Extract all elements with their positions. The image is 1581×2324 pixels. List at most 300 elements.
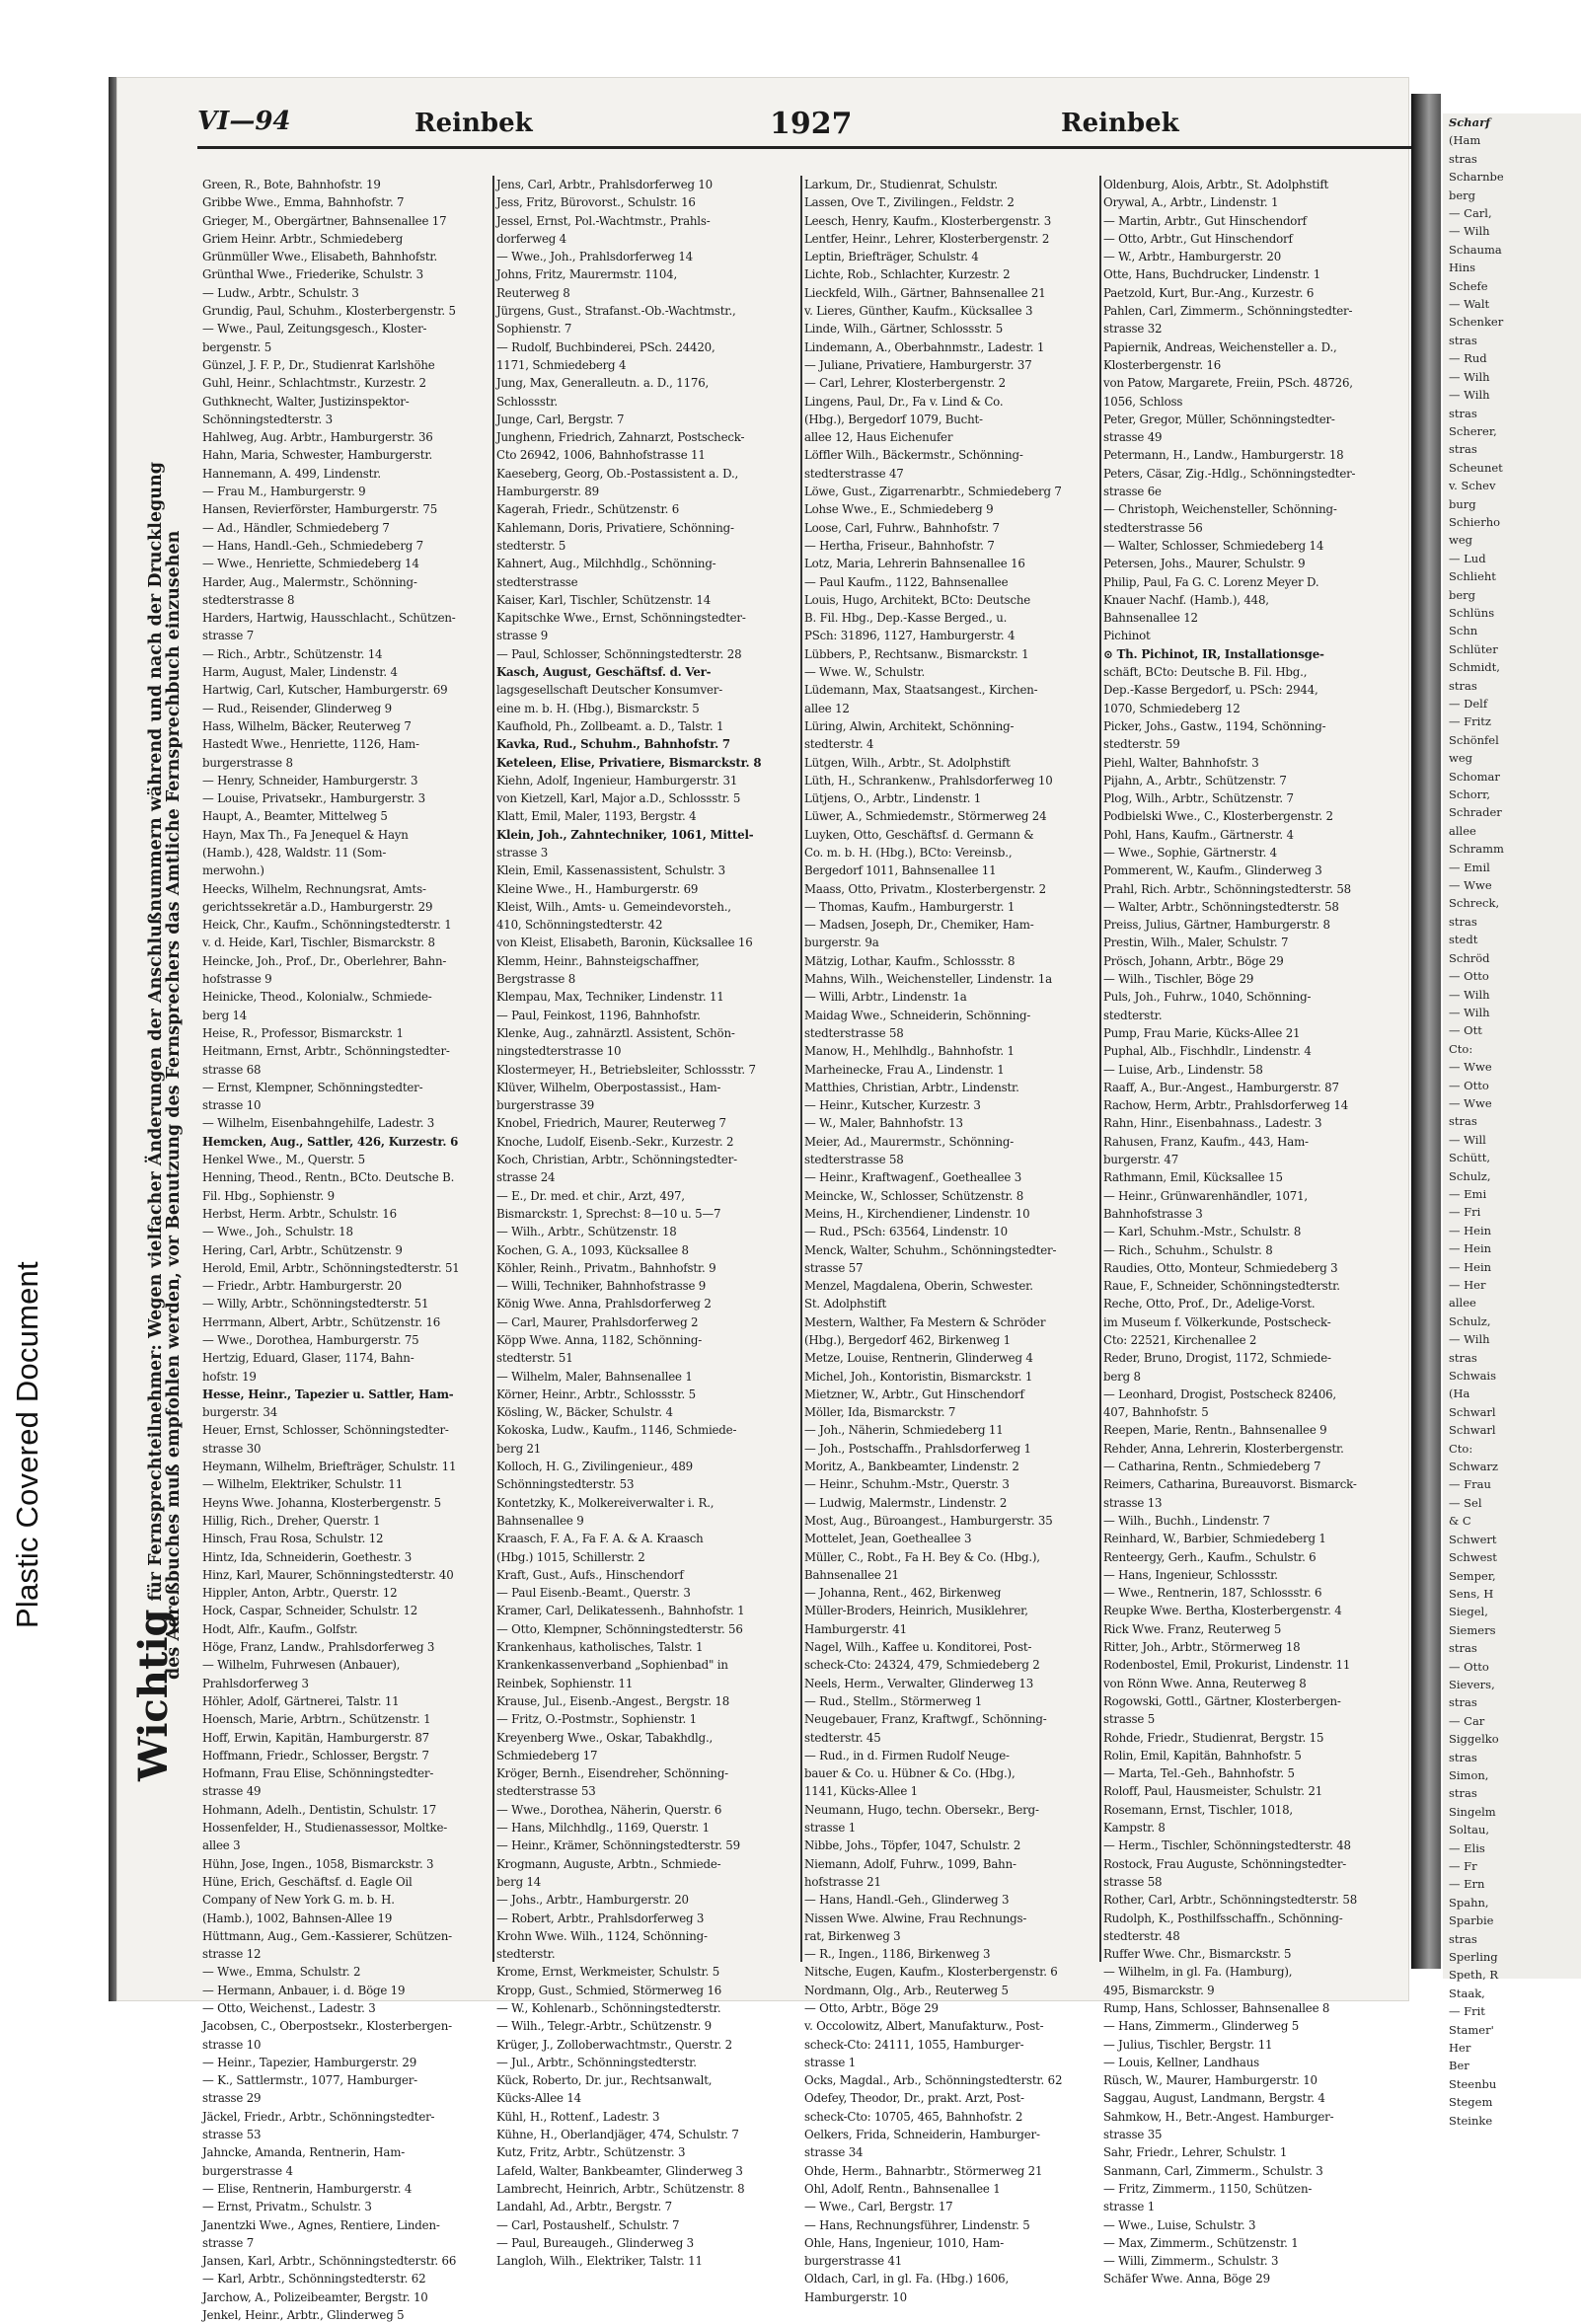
directory-entry: scheck-Cto: 24324, 479, Schmiedeberg 2 bbox=[804, 1658, 1040, 1673]
directory-entry: von Kleist, Elisabeth, Baronin, Kücksallee 16 bbox=[496, 936, 753, 950]
directory-entry: strasse 24 bbox=[496, 1170, 556, 1185]
directory-entry: Moritz, A., Bankbeamter, Lindenstr. 2 bbox=[804, 1460, 1019, 1474]
next-page-line: — Otto bbox=[1449, 1659, 1489, 1674]
directory-entry: Kreyenberg Wwe., Oskar, Tabakhdlg., bbox=[496, 1730, 714, 1745]
directory-entry: Rosemann, Ernst, Tischler, 1018, bbox=[1103, 1802, 1293, 1817]
directory-entry: burgerstrasse 4 bbox=[202, 2163, 293, 2178]
directory-entry: Nitsche, Eugen, Kaufm., Klosterbergenstr. 6 bbox=[804, 1965, 1058, 1980]
directory-entry: — Jul., Arbtr., Schönningstedterstr. bbox=[496, 2055, 697, 2069]
directory-entry: Rother, Carl, Arbtr., Schönningstedterstr. 58 bbox=[1103, 1893, 1358, 1908]
next-page-line: Staak, bbox=[1449, 1986, 1485, 2000]
directory-entry: Schäfer Wwe. Anna, Böge 29 bbox=[1103, 2272, 1270, 2287]
directory-entry: Menzel, Magdalena, Oberin, Schwester. bbox=[804, 1279, 1033, 1294]
directory-entry: v. Occolowitz, Albert, Manufakturw., Post- bbox=[804, 2019, 1044, 2034]
directory-entry: — Paul, Bureaugeh., Glinderweg 3 bbox=[496, 2235, 694, 2250]
directory-entry: Lambrecht, Heinrich, Arbtr., Schützenstr. 8 bbox=[496, 2181, 745, 2196]
directory-entry: Kück, Roberto, Dr. jur., Rechtsanwalt, bbox=[496, 2073, 713, 2088]
directory-entry: Kochen, G. A., 1093, Kücksallee 8 bbox=[496, 1242, 689, 1257]
directory-entry: Paetzold, Kurt, Bur.-Ang., Kurzestr. 6 bbox=[1103, 285, 1315, 300]
directory-entry: Renteergy, Gerh., Kaufm., Schulstr. 6 bbox=[1103, 1549, 1317, 1564]
directory-entry: hofstr. 19 bbox=[202, 1369, 257, 1384]
next-page-line: stras bbox=[1449, 442, 1477, 457]
directory-entry: Mätzig, Lothar, Kaufm., Schlossstr. 8 bbox=[804, 953, 1016, 968]
next-page-line: Schwarl bbox=[1449, 1404, 1496, 1419]
directory-entry: strasse 68 bbox=[202, 1062, 262, 1077]
next-page-line: — Lud bbox=[1449, 551, 1486, 565]
next-page-line: Singelm bbox=[1449, 1804, 1496, 1819]
directory-entry: — Ernst, Klempner, Schönningstedter- bbox=[202, 1080, 423, 1094]
next-page-line: — Wilh bbox=[1449, 1005, 1490, 1019]
directory-entry: — Hans, Handl.-Geh., Schmiedeberg 7 bbox=[202, 538, 423, 553]
directory-entry: Lassen, Ove T., Zivilingen., Feldstr. 2 bbox=[804, 195, 1015, 210]
directory-entry: Puphal, Alb., Fischhdlr., Lindenstr. 4 bbox=[1103, 1044, 1312, 1059]
directory-entry: Junghenn, Friedrich, Zahnarzt, Postscheck- bbox=[496, 430, 745, 445]
directory-entry: Hemcken, Aug., Sattler, 426, Kurzestr. 6 bbox=[202, 1134, 459, 1149]
directory-entry: strasse 30 bbox=[202, 1441, 262, 1456]
directory-entry: — W., Arbtr., Hamburgerstr. 20 bbox=[1103, 250, 1282, 264]
directory-entry: Krüger, J., Zolloberwachtmstr., Querstr. 2 bbox=[496, 2037, 732, 2052]
directory-entry: Löwe, Gust., Zigarrenarbtr., Schmiedeberg 7 bbox=[804, 485, 1062, 499]
directory-entry: Hesse, Heinr., Tapezier u. Sattler, Ham- bbox=[202, 1387, 454, 1401]
directory-entry: stedterstrasse bbox=[496, 574, 578, 589]
directory-entry: strasse 7 bbox=[202, 629, 255, 643]
directory-entry: Nordmann, Olg., Arb., Reuterweg 5 bbox=[804, 1983, 1009, 1997]
directory-entry: Langloh, Wilh., Elektriker, Talstr. 11 bbox=[496, 2254, 703, 2269]
directory-entry: strasse 58 bbox=[1103, 1874, 1163, 1889]
directory-entry: 407, Bahnhofstr. 5 bbox=[1103, 1405, 1209, 1420]
directory-entry: Nagel, Wilh., Kaffee u. Konditorei, Post- bbox=[804, 1640, 1032, 1655]
directory-entry: ⊙ Th. Pichinot, IR, Installationsge- bbox=[1103, 646, 1324, 661]
directory-entry: Hinz, Karl, Maurer, Schönningstedterstr. 40 bbox=[202, 1567, 454, 1582]
directory-entry: — Rich., Arbtr., Schützenstr. 14 bbox=[202, 646, 383, 661]
directory-entry: — Heinr., Tapezier, Hamburgerstr. 29 bbox=[202, 2055, 417, 2069]
directory-entry: Ohde, Herm., Bahnarbtr., Störmerweg 21 bbox=[804, 2163, 1043, 2178]
next-page-line: Cto: bbox=[1449, 1041, 1473, 1056]
directory-entry: Jansen, Karl, Arbtr., Schönningstedterstr. 66 bbox=[202, 2254, 457, 2269]
directory-entry: Raaff, A., Bur.-Angest., Hamburgerstr. 87 bbox=[1103, 1080, 1339, 1094]
next-page-line: burg bbox=[1449, 496, 1476, 511]
next-page-line: — Wilh bbox=[1449, 369, 1490, 384]
next-page-line: Speth, R bbox=[1449, 1968, 1499, 1983]
next-page-line: Schrader bbox=[1449, 805, 1502, 820]
directory-entry: — Herm., Tischler, Schönningstedterstr. 48 bbox=[1103, 1838, 1351, 1853]
next-page-line: Schwais bbox=[1449, 1369, 1497, 1384]
directory-entry: Krankenhaus, katholisches, Talstr. 1 bbox=[496, 1640, 704, 1655]
directory-entry: Reinbek, Sophienstr. 11 bbox=[496, 1676, 634, 1690]
directory-entry: Kropp, Gust., Schmied, Störmerweg 16 bbox=[496, 1983, 722, 1997]
directory-entry: Bahnsenallee 21 bbox=[804, 1567, 899, 1582]
directory-entry: — Friedr., Arbtr. Hamburgerstr. 20 bbox=[202, 1279, 402, 1294]
directory-entry: stedterstr. 51 bbox=[496, 1351, 573, 1366]
directory-entry: Meier, Ad., Maurermstr., Schönning- bbox=[804, 1134, 1015, 1149]
directory-entry: — Wwe., Rentnerin, 187, Schlossstr. 6 bbox=[1103, 1586, 1322, 1601]
next-page-line: Schlüns bbox=[1449, 605, 1495, 620]
next-page-line: — Wwe bbox=[1449, 1060, 1492, 1075]
next-page-fragment bbox=[1443, 113, 1581, 2128]
directory-entry: — Wwe., Sophie, Gärtnerstr. 4 bbox=[1103, 845, 1277, 860]
directory-entry: im Museum f. Völkerkunde, Postscheck- bbox=[1103, 1314, 1331, 1329]
next-page-line: Her bbox=[1449, 2041, 1471, 2056]
column-rule bbox=[492, 176, 494, 1962]
directory-entry: Klosterbergenstr. 16 bbox=[1103, 357, 1222, 372]
next-page-line: Cto: bbox=[1449, 1441, 1473, 1456]
notice-line-2: des Adreßbuches muß empfohlen werden, vor Benutzung des Fernsprechers das Amtliche Fernsprechbuch einzusehen bbox=[164, 530, 184, 1680]
directory-entry: Kutz, Fritz, Arbtr., Schützenstr. 3 bbox=[496, 2145, 686, 2160]
directory-entry: eine m. b. H. (Hbg.), Bismarckstr. 5 bbox=[496, 701, 700, 715]
directory-entry: — Joh., Postschaffn., Prahlsdorferweg 1 bbox=[804, 1441, 1031, 1456]
next-page-line: — Emil bbox=[1449, 860, 1490, 874]
directory-entry: — Wilh., Telegr.-Arbtr., Schützenstr. 9 bbox=[496, 2019, 712, 2034]
directory-entry: Lichte, Rob., Schlachter, Kurzestr. 2 bbox=[804, 267, 1011, 282]
directory-entry: Krome, Ernst, Werkmeister, Schulstr. 5 bbox=[496, 1965, 720, 1980]
directory-entry: Rogowski, Gottl., Gärtner, Klosterbergen- bbox=[1103, 1693, 1341, 1708]
directory-entry: stedterstr. 45 bbox=[804, 1730, 881, 1745]
directory-entry: Lieckfeld, Wilh., Gärtner, Bahnsenallee 21 bbox=[804, 285, 1046, 300]
directory-entry: — Wwe., Paul, Zeitungsgesch., Kloster- bbox=[202, 322, 427, 337]
directory-entry: Kramer, Carl, Delikatessenh., Bahnhofstr. 1 bbox=[496, 1604, 745, 1618]
directory-entry: — Willi, Arbtr., Lindenstr. 1a bbox=[804, 990, 967, 1005]
next-page-line: Semper, bbox=[1449, 1568, 1496, 1583]
directory-entry: Reinhard, W., Barbier, Schmiedeberg 1 bbox=[1103, 1532, 1326, 1546]
directory-entry: — Hermann, Anbauer, i. d. Böge 19 bbox=[202, 1983, 406, 1997]
directory-entry: Bergstrasse 8 bbox=[496, 972, 576, 987]
next-page-line: & C bbox=[1449, 1514, 1471, 1529]
directory-entry: — Rud., in d. Firmen Rudolf Neuge- bbox=[804, 1748, 1010, 1762]
directory-entry: Lütgen, Wilh., Arbtr., St. Adolphstift bbox=[804, 755, 1011, 770]
directory-entry: Menck, Walter, Schuhm., Schönningstedter- bbox=[804, 1242, 1057, 1257]
directory-entry: — Catharina, Rentn., Schmiedeberg 7 bbox=[1103, 1460, 1321, 1474]
directory-entry: (Hamb.), 428, Waldstr. 11 (Som- bbox=[202, 845, 387, 860]
directory-entry: merwohn.) bbox=[202, 863, 264, 878]
directory-entry: Lohse Wwe., E., Schmiedeberg 9 bbox=[804, 502, 994, 517]
next-page-line: stras bbox=[1449, 1350, 1477, 1365]
directory-entry: Kontetzky, K., Molkereiverwalter i. R., bbox=[496, 1495, 715, 1510]
directory-entry: strasse 29 bbox=[202, 2091, 262, 2106]
next-page-line: — Ott bbox=[1449, 1023, 1482, 1038]
directory-entry: Hohmann, Adelh., Dentistin, Schulstr. 17 bbox=[202, 1802, 437, 1817]
directory-entry: Hüne, Erich, Geschäftsf. d. Eagle Oil bbox=[202, 1874, 413, 1889]
directory-entry: lagsgesellschaft Deutscher Konsumver- bbox=[496, 683, 722, 698]
directory-entry: strasse 1 bbox=[804, 1821, 857, 1836]
directory-entry: Pommerent, W., Kaufm., Glinderweg 3 bbox=[1103, 863, 1322, 878]
directory-column-2 bbox=[496, 176, 797, 2269]
directory-entry: Hamburgerstr. 10 bbox=[804, 2289, 907, 2304]
directory-entry: Louis, Hugo, Architekt, BCto: Deutsche bbox=[804, 592, 1031, 607]
directory-entry: Harder, Aug., Malermstr., Schönning- bbox=[202, 574, 417, 589]
column-rule bbox=[1099, 176, 1101, 1962]
next-page-line: — Hein bbox=[1449, 1223, 1492, 1237]
directory-entry: Fil. Hbg., Sophienstr. 9 bbox=[202, 1188, 335, 1203]
directory-entry: stedterstr. 4 bbox=[804, 737, 874, 752]
directory-entry: Rüsch, W., Maurer, Hamburgerstr. 10 bbox=[1103, 2073, 1318, 2088]
directory-entry: — Thomas, Kaufm., Hamburgerstr. 1 bbox=[804, 899, 1016, 914]
directory-entry: v. d. Heide, Karl, Tischler, Bismarckstr. 8 bbox=[202, 936, 435, 950]
directory-entry: Preiss, Julius, Gärtner, Hamburgerstr. 8 bbox=[1103, 918, 1330, 933]
directory-entry: — Wwe., Dorothea, Näherin, Querstr. 6 bbox=[496, 1802, 722, 1817]
directory-entry: Lüth, H., Schrankenw., Prahlsdorferweg 10 bbox=[804, 773, 1053, 787]
directory-entry: Petermann, H., Landw., Hamburgerstr. 18 bbox=[1103, 448, 1344, 463]
directory-entry: burgerstrasse 39 bbox=[496, 1098, 595, 1113]
directory-entry: — K., Sattlermstr., 1077, Hamburger- bbox=[202, 2073, 417, 2088]
directory-entry: stedterstrasse 8 bbox=[202, 592, 295, 607]
directory-entry: burgerstrasse 8 bbox=[202, 755, 293, 770]
directory-entry: — Walter, Schlosser, Schmiedeberg 14 bbox=[1103, 538, 1324, 553]
directory-entry: — Ludwig, Malermstr., Lindenstr. 2 bbox=[804, 1495, 1008, 1510]
next-page-line: Schütt, bbox=[1449, 1151, 1491, 1165]
directory-entry: Löffler Wilh., Bäckermstr., Schönning- bbox=[804, 448, 1023, 463]
directory-entry: von Patow, Margarete, Freiin, PSch. 48726, bbox=[1103, 376, 1353, 391]
directory-entry: Heyns Wwe. Johanna, Klosterbergenstr. 5 bbox=[202, 1495, 441, 1510]
directory-entry: — Martin, Arbtr., Gut Hinschendorf bbox=[1103, 213, 1307, 228]
next-page-line: Schröd bbox=[1449, 950, 1490, 965]
next-page-line: Sperling bbox=[1449, 1950, 1498, 1965]
directory-entry: stedterstr. 59 bbox=[1103, 737, 1180, 752]
directory-entry: Henning, Theod., Rentn., BCto. Deutsche B. bbox=[202, 1170, 455, 1185]
directory-entry: PSch: 31896, 1127, Hamburgerstr. 4 bbox=[804, 629, 1016, 643]
directory-entry: Leptin, Briefträger, Schulstr. 4 bbox=[804, 250, 979, 264]
directory-entry: Hering, Carl, Arbtr., Schützenstr. 9 bbox=[202, 1242, 403, 1257]
directory-entry: hofstrasse 9 bbox=[202, 972, 272, 987]
directory-entry: Reupke Wwe. Bertha, Klosterbergenstr. 4 bbox=[1103, 1604, 1342, 1618]
next-page-line: Schlieht bbox=[1449, 569, 1496, 584]
directory-entry: strasse 10 bbox=[202, 2037, 262, 2052]
directory-entry: Roloff, Paul, Hausmeister, Schulstr. 21 bbox=[1103, 1784, 1323, 1799]
directory-entry: Sahmkow, H., Betr.-Angest. Hamburger- bbox=[1103, 2109, 1334, 2124]
next-page-line: — Fritz bbox=[1449, 714, 1491, 729]
directory-entry: — Ad., Händler, Schmiedeberg 7 bbox=[202, 520, 390, 535]
directory-entry: — Heinr., Kraftwagenf., Goetheallee 3 bbox=[804, 1170, 1022, 1185]
directory-entry: — W., Kohlenarb., Schönningstedterstr. bbox=[496, 2000, 721, 2015]
directory-entry: Rump, Hans, Schlosser, Bahnsenallee 8 bbox=[1103, 2000, 1330, 2015]
directory-entry: Kleist, Wilh., Amts- u. Gemeindevorsteh., bbox=[496, 899, 731, 914]
directory-entry: 1171, Schmiedeberg 4 bbox=[496, 357, 627, 372]
directory-entry: Lingens, Paul, Dr., Fa v. Lind & Co. bbox=[804, 394, 1004, 409]
directory-entry: — Carl, Maurer, Prahlsdorferweg 2 bbox=[496, 1314, 699, 1329]
directory-entry: Lüring, Alwin, Architekt, Schönning- bbox=[804, 718, 1015, 733]
directory-entry: Klüver, Wilhelm, Oberpostassist., Ham- bbox=[496, 1080, 721, 1094]
directory-entry: Maass, Otto, Privatm., Klosterbergenstr. 2 bbox=[804, 881, 1046, 896]
directory-entry: — Johanna, Rent., 462, Birkenweg bbox=[804, 1586, 1002, 1601]
directory-entry: — Wwe., Emma, Schulstr. 2 bbox=[202, 1965, 361, 1980]
directory-entry: — Heinr., Kutscher, Kurzestr. 3 bbox=[804, 1098, 981, 1113]
directory-entry: Peter, Gregor, Müller, Schönningstedter- bbox=[1103, 412, 1335, 426]
directory-entry: Nibbe, Johs., Töpfer, 1047, Schulstr. 2 bbox=[804, 1838, 1021, 1853]
directory-entry: allee 3 bbox=[202, 1838, 241, 1853]
directory-entry: von Rönn Wwe. Anna, Reuterweg 8 bbox=[1103, 1676, 1307, 1690]
directory-entry: rat, Birkenweg 3 bbox=[804, 1928, 901, 1943]
next-page-line: — Ern bbox=[1449, 1877, 1485, 1892]
directory-entry: Kröger, Bernh., Eisendreher, Schönning- bbox=[496, 1766, 728, 1781]
directory-entry: Hühn, Jose, Ingen., 1058, Bismarckstr. 3 bbox=[202, 1856, 434, 1871]
directory-entry: strasse 1 bbox=[804, 2055, 857, 2069]
directory-entry: Ohl, Adolf, Rentn., Bahnsenallee 1 bbox=[804, 2181, 1001, 2196]
directory-entry: — Wwe. W., Schulstr. bbox=[804, 665, 926, 680]
next-page-line: — Her bbox=[1449, 1278, 1486, 1292]
directory-entry: stedterstr. bbox=[1103, 1008, 1163, 1022]
directory-entry: Ohle, Hans, Ingenieur, 1010, Ham- bbox=[804, 2235, 1004, 2250]
directory-entry: Bismarckstr. 1, Sprechst: 8—10 u. 5—7 bbox=[496, 1206, 721, 1221]
directory-entry: — Henry, Schneider, Hamburgerstr. 3 bbox=[202, 773, 418, 787]
next-page-line: Scharf bbox=[1449, 115, 1491, 129]
directory-entry: — Wilh., Arbtr., Schützenstr. 18 bbox=[496, 1225, 677, 1239]
directory-entry: Harders, Hartwig, Hausschlacht., Schützen- bbox=[202, 611, 456, 626]
directory-entry: Lindemann, A., Oberbahnmstr., Ladestr. 1 bbox=[804, 339, 1045, 354]
next-page-line: stras bbox=[1449, 1114, 1477, 1129]
directory-entry: — Rud., PSch: 63564, Lindenstr. 10 bbox=[804, 1225, 1008, 1239]
directory-entry: — Leonhard, Drogist, Postscheck 82406, bbox=[1103, 1387, 1336, 1401]
directory-entry: Maidag Wwe., Schneiderin, Schönning- bbox=[804, 1008, 1031, 1022]
directory-entry: Lübbers, P., Rechtsanw., Bismarckstr. 1 bbox=[804, 646, 1029, 661]
directory-entry: Köhler, Reinh., Privatm., Bahnhofstr. 9 bbox=[496, 1260, 716, 1275]
directory-entry: Hinsch, Frau Rosa, Schulstr. 12 bbox=[202, 1532, 384, 1546]
directory-entry: Jarchow, A., Polizeibeamter, Bergstr. 10 bbox=[202, 2289, 428, 2304]
directory-entry: strasse 6e bbox=[1103, 485, 1162, 499]
directory-entry: burgerstr. 34 bbox=[202, 1405, 278, 1420]
directory-entry: Piehl, Walter, Bahnhofstr. 3 bbox=[1103, 755, 1259, 770]
directory-entry: Schlossstr. bbox=[496, 394, 558, 409]
directory-entry: — Wilh., Tischler, Böge 29 bbox=[1103, 972, 1254, 987]
directory-entry: Rahusen, Franz, Kaufm., 443, Ham- bbox=[1103, 1134, 1309, 1149]
next-page-line: allee bbox=[1449, 1296, 1476, 1311]
directory-entry: — Wwe., Luise, Schulstr. 3 bbox=[1103, 2217, 1256, 2232]
directory-entry: Klemm, Heinr., Bahnsteigschaffner, bbox=[496, 953, 700, 968]
directory-entry: Haupt, A., Beamter, Mittelweg 5 bbox=[202, 809, 388, 824]
directory-entry: Jacobsen, C., Oberpostsekr., Klosterbergen- bbox=[202, 2019, 452, 2034]
directory-entry: Rodenbostel, Emil, Prokurist, Lindenstr. 11 bbox=[1103, 1658, 1351, 1673]
directory-entry: Koch, Christian, Arbtr., Schönningstedter- bbox=[496, 1153, 737, 1167]
directory-entry: strasse 1 bbox=[1103, 2200, 1156, 2214]
directory-entry: Rudolph, K., Posthilfsschaffn., Schönning- bbox=[1103, 1911, 1343, 1925]
directory-entry: Raudies, Otto, Monteur, Schmiedeberg 3 bbox=[1103, 1260, 1338, 1275]
directory-entry: Müller, C., Robt., Fa H. Bey & Co. (Hbg.), bbox=[804, 1549, 1040, 1564]
directory-entry: Peters, Cäsar, Zig.-Hdlg., Schönningstedter- bbox=[1103, 466, 1356, 481]
directory-entry: Hoffmann, Friedr., Schlosser, Bergstr. 7 bbox=[202, 1748, 429, 1762]
directory-entry: Kasch, August, Geschäftsf. d. Ver- bbox=[496, 665, 712, 680]
directory-entry: Cto: 22521, Kirchenallee 2 bbox=[1103, 1333, 1257, 1347]
next-page-line: stras bbox=[1449, 1641, 1477, 1656]
directory-entry: Picker, Johs., Gastw., 1194, Schönning- bbox=[1103, 718, 1326, 733]
directory-entry: Prösch, Johann, Arbtr., Böge 29 bbox=[1103, 953, 1284, 968]
directory-entry: — Paul Kaufm., 1122, Bahnsenallee bbox=[804, 574, 1009, 589]
directory-entry: berg 14 bbox=[202, 1008, 248, 1022]
next-page-line: Schulz, bbox=[1449, 1168, 1491, 1183]
next-page-line: Schenker bbox=[1449, 315, 1504, 330]
next-page-line: Schn bbox=[1449, 624, 1478, 638]
directory-entry: B. Fil. Hbg., Dep.-Kasse Berged., u. bbox=[804, 611, 1008, 626]
directory-entry: — Willi, Techniker, Bahnhofstrasse 9 bbox=[496, 1279, 707, 1294]
directory-entry: Company of New York G. m. b. H. bbox=[202, 1893, 395, 1908]
directory-entry: Kagerah, Friedr., Schützenstr. 6 bbox=[496, 502, 680, 517]
directory-entry: — E., Dr. med. et chir., Arzt, 497, bbox=[496, 1188, 685, 1203]
directory-entry: Junge, Carl, Bergstr. 7 bbox=[496, 412, 625, 426]
directory-entry: Hass, Wilhelm, Bäcker, Reuterweg 7 bbox=[202, 718, 412, 733]
directory-entry: Sophienstr. 7 bbox=[496, 322, 572, 337]
directory-entry: Leesch, Henry, Kaufm., Klosterbergenstr. 3 bbox=[804, 213, 1052, 228]
directory-entry: Bahnsenallee 9 bbox=[496, 1513, 584, 1528]
next-page-line: Schorr, bbox=[1449, 787, 1491, 802]
page-number: VI—94 bbox=[197, 107, 291, 136]
directory-entry: Jessel, Ernst, Pol.-Wachtmstr., Prahls- bbox=[496, 213, 711, 228]
directory-entry: — Wwe., Joh., Schulstr. 18 bbox=[202, 1225, 353, 1239]
directory-entry: Krause, Jul., Eisenb.-Angest., Bergstr. 18 bbox=[496, 1693, 730, 1708]
next-page-line: stras bbox=[1449, 1786, 1477, 1801]
directory-entry: Otte, Hans, Buchdrucker, Lindenstr. 1 bbox=[1103, 267, 1321, 282]
next-page-line: — Otto bbox=[1449, 1078, 1489, 1092]
directory-entry: Grünthal Wwe., Friederike, Schulstr. 3 bbox=[202, 267, 423, 282]
directory-entry: — Luise, Arb., Lindenstr. 58 bbox=[1103, 1062, 1263, 1077]
directory-entry: strasse 10 bbox=[202, 1098, 262, 1113]
next-page-line: — Delf bbox=[1449, 697, 1488, 711]
directory-entry: Hamburgerstr. 89 bbox=[496, 485, 599, 499]
directory-entry: Möller, Ida, Bismarckstr. 7 bbox=[804, 1405, 956, 1420]
directory-entry: Co. m. b. H. (Hbg.), BCto: Vereinsb., bbox=[804, 845, 1013, 860]
next-page-line: Steinke bbox=[1449, 2113, 1493, 2128]
next-page-line: stras bbox=[1449, 333, 1477, 347]
next-page-line: Schlüter bbox=[1449, 641, 1498, 656]
directory-entry: Krogmann, Auguste, Arbtn., Schmiede- bbox=[496, 1856, 721, 1871]
directory-column-4 bbox=[1103, 176, 1404, 2287]
directory-entry: St. Adolphstift bbox=[804, 1297, 887, 1312]
directory-entry: Luyken, Otto, Geschäftsf. d. Germann & bbox=[804, 827, 1034, 842]
directory-entry: Pump, Frau Marie, Kücks-Allee 21 bbox=[1103, 1025, 1301, 1040]
directory-entry: Ruffer Wwe. Chr., Bismarckstr. 5 bbox=[1103, 1947, 1292, 1962]
next-page-line: Schreck, bbox=[1449, 896, 1500, 911]
next-page-line: allee bbox=[1449, 823, 1476, 838]
directory-entry: Schönningstedterstr. 53 bbox=[496, 1477, 635, 1492]
directory-entry: Heinicke, Theod., Kolonialw., Schmiede- bbox=[202, 990, 432, 1005]
directory-entry: Hartwig, Carl, Kutscher, Hamburgerstr. 69 bbox=[202, 683, 448, 698]
directory-entry: Kaufhold, Ph., Zollbeamt. a. D., Talstr. 1 bbox=[496, 718, 724, 733]
directory-entry: — Wwe., Joh., Prahlsdorferweg 14 bbox=[496, 250, 693, 264]
directory-entry: Landahl, Ad., Arbtr., Bergstr. 7 bbox=[496, 2200, 672, 2214]
directory-entry: 1141, Kücks-Allee 1 bbox=[804, 1784, 918, 1799]
directory-entry: Pichinot bbox=[1103, 629, 1151, 643]
next-page-line: Scherer, bbox=[1449, 423, 1497, 438]
directory-entry: — Hans, Zimmerm., Glinderweg 5 bbox=[1103, 2019, 1300, 2034]
directory-entry: Köpp Wwe. Anna, 1182, Schönning- bbox=[496, 1333, 703, 1347]
directory-entry: schäft, BCto: Deutsche B. Fil. Hbg., bbox=[1103, 665, 1308, 680]
directory-entry: Manow, H., Mehlhdlg., Bahnhofstr. 1 bbox=[804, 1044, 1015, 1059]
directory-entry: — Louise, Privatsekr., Hamburgerstr. 3 bbox=[202, 791, 425, 806]
directory-entry: berg 8 bbox=[1103, 1369, 1141, 1384]
next-page-line: Sparbie bbox=[1449, 1913, 1494, 1928]
next-page-line: — Hein bbox=[1449, 1259, 1492, 1274]
directory-entry: Kolloch, H. G., Zivilingenieur., 489 bbox=[496, 1460, 693, 1474]
directory-entry: Jung, Max, Generalleutn. a. D., 1176, bbox=[496, 376, 710, 391]
directory-entry: Raue, F., Schneider, Schönningstedterstr. bbox=[1103, 1279, 1340, 1294]
directory-entry: Hoff, Erwin, Kapitän, Hamburgerstr. 87 bbox=[202, 1730, 429, 1745]
directory-entry: Reimers, Catharina, Bureauvorst. Bismarck- bbox=[1103, 1477, 1357, 1492]
directory-entry: — Marta, Tel.-Geh., Bahnhofstr. 5 bbox=[1103, 1766, 1295, 1781]
directory-entry: — Karl, Schuhm.-Mstr., Schulstr. 8 bbox=[1103, 1225, 1302, 1239]
directory-entry: Kösling, W., Bäcker, Schulstr. 4 bbox=[496, 1405, 673, 1420]
next-page-line: Sens, H bbox=[1449, 1586, 1494, 1601]
directory-entry: Pahlen, Carl, Zimmerm., Schönningstedter- bbox=[1103, 304, 1353, 319]
directory-entry: Niemann, Adolf, Fuhrw., 1099, Bahn- bbox=[804, 1856, 1016, 1871]
directory-entry: Puls, Joh., Fuhrw., 1040, Schönning- bbox=[1103, 990, 1312, 1005]
directory-entry: strasse 49 bbox=[202, 1784, 262, 1799]
directory-entry: Hossenfelder, H., Studienassessor, Moltke- bbox=[202, 1821, 448, 1836]
next-page-line: Simon, bbox=[1449, 1767, 1489, 1782]
next-page-line: Stamer' bbox=[1449, 2022, 1494, 2037]
next-page-line: Stegem bbox=[1449, 2095, 1493, 2110]
next-page-line: — Elis bbox=[1449, 1840, 1485, 1855]
directory-entry: — Carl, Postaushelf., Schulstr. 7 bbox=[496, 2217, 680, 2232]
directory-entry: Mietzner, W., Arbtr., Gut Hinschendorf bbox=[804, 1387, 1024, 1401]
directory-entry: stedterstrasse 53 bbox=[496, 1784, 596, 1799]
directory-entry: Pijahn, A., Arbtr., Schützenstr. 7 bbox=[1103, 773, 1287, 787]
directory-entry: Janentzki Wwe., Agnes, Rentiere, Linden- bbox=[202, 2217, 440, 2232]
